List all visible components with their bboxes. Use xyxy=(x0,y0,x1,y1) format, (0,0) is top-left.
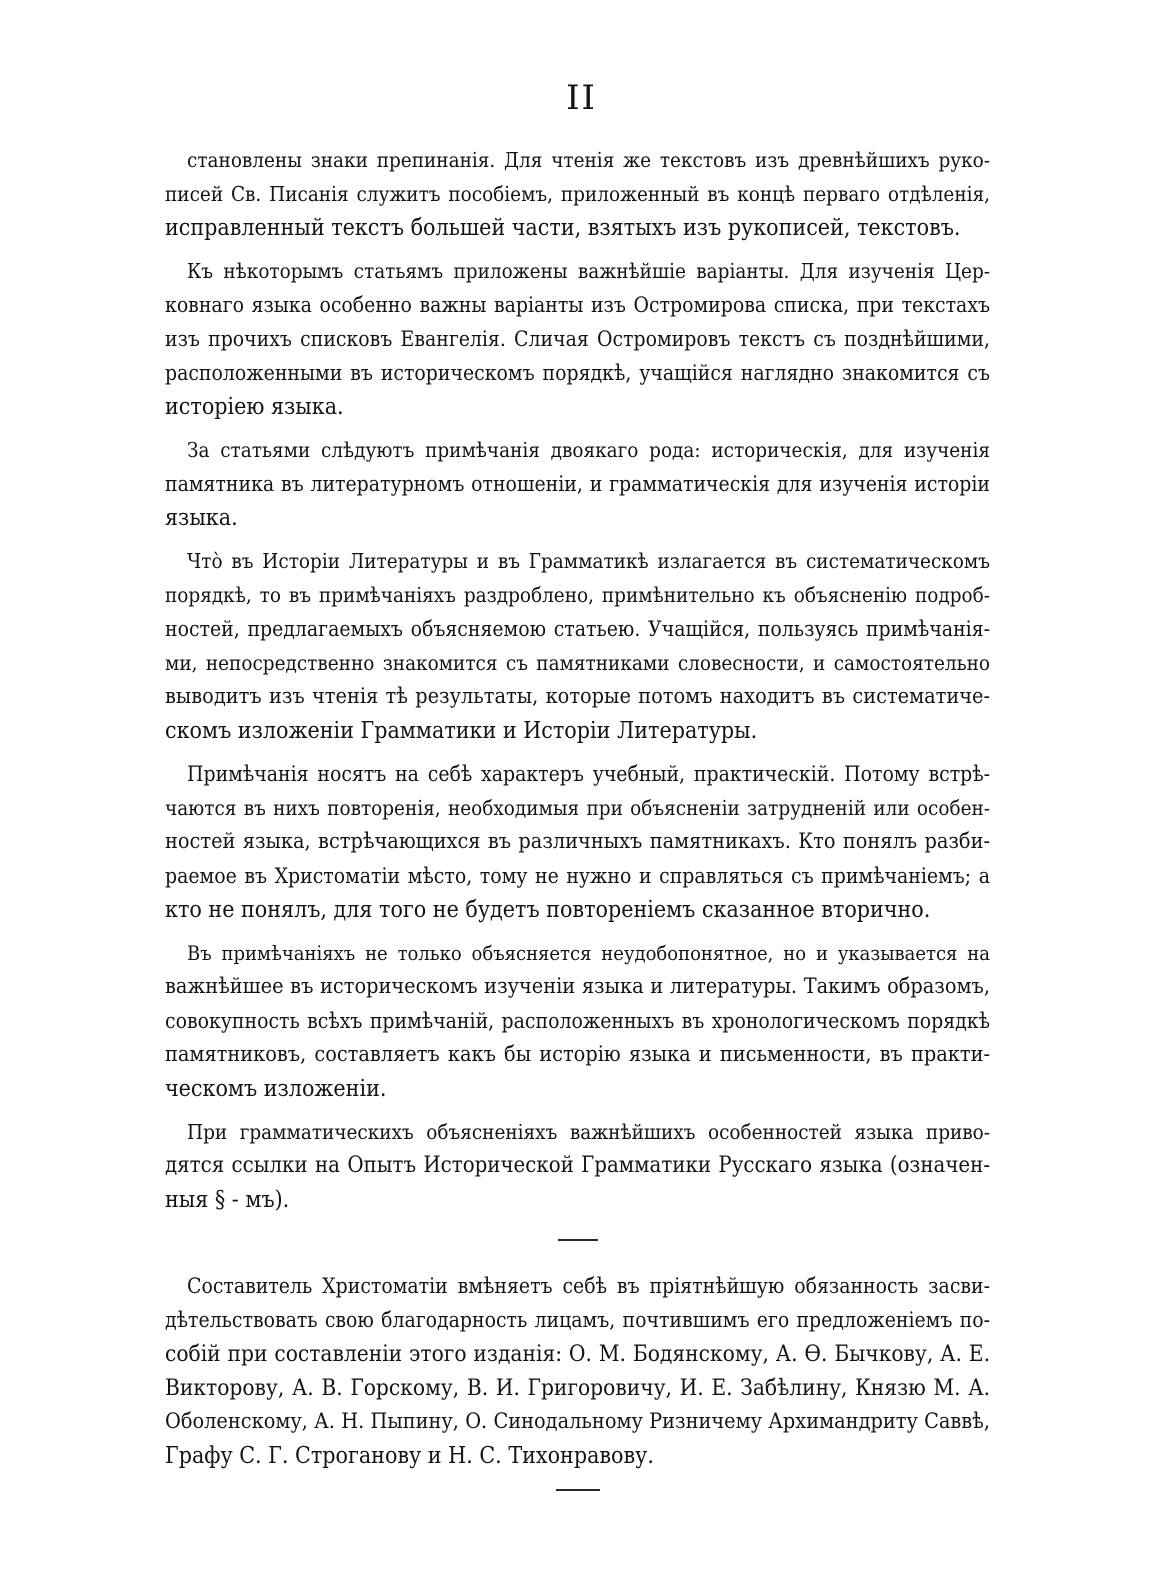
text-line: изъ прочихъ списковъ Евангелія. Сличая Остромировъ текстъ съ позднѣйшими, xyxy=(165,327,990,351)
paragraph xyxy=(165,936,990,1106)
text-line: писей Св. Писанія служитъ пособіемъ, приложенный въ концѣ перваго отдѣленія, xyxy=(165,182,990,206)
paragraph xyxy=(165,757,990,927)
paragraph xyxy=(165,544,990,748)
text-line: Въ примѣчаніяхъ не только объясняется неудобопонятное, но и указывается на xyxy=(187,941,990,965)
paragraph xyxy=(165,254,990,424)
text-line: ческомъ изложеніи. xyxy=(165,1076,387,1102)
paragraph xyxy=(165,143,990,245)
text-line: выводитъ изъ чтенія тѣ результаты, которые потомъ находитъ въ систематиче- xyxy=(165,684,990,709)
text-line: ностей, предлагаемыхъ объясняемою статьею. Учащійся, пользуясь примѣчанія- xyxy=(165,617,990,641)
paragraph xyxy=(165,433,990,535)
text-line: совокупность всѣхъ примѣчаній, расположенныхъ въ хронологическомъ порядкѣ xyxy=(165,1009,990,1033)
text-line: ковнаго языка особенно важны варіанты изъ Остромирова списка, при текстахъ xyxy=(165,293,990,317)
text-line: При грамматическихъ объясненіяхъ важнѣйшихъ особенностей языка приво- xyxy=(187,1120,990,1144)
text-line: Оболенскому, А. Н. Пыпину, О. Синодальному Ризничему Архимандриту Саввѣ, xyxy=(165,1409,990,1434)
text-line: За статьями слѣдуютъ примѣчанія двоякаго рода: историческія, для изученія xyxy=(187,438,990,462)
text-line: порядкѣ, то въ примѣчаніяхъ раздроблено, примѣнительно къ объясненію подроб- xyxy=(165,583,990,607)
text-line: дятся ссылки на Опытъ Исторической Грамматики Русскаго языка (означен- xyxy=(165,1153,990,1178)
text-line: языка. xyxy=(165,505,238,531)
text-line: ныя § - мъ). xyxy=(165,1187,290,1213)
text-line: Примѣчанія носятъ на себѣ характеръ учебный, практическій. Потому встрѣ- xyxy=(187,762,990,786)
text-line: скомъ изложеніи Грамматики и Исторіи Литературы. xyxy=(165,718,758,744)
text-line: исторіею языка. xyxy=(165,394,344,420)
text-line: дѣтельствовать свою благодарность лицамъ, почтившимъ его предложеніемъ по- xyxy=(165,1308,990,1332)
text-line: расположенными въ историческомъ порядкѣ, учащійся наглядно знакомится съ xyxy=(165,361,990,385)
text-line: ностей языка, встрѣчающихся въ различныхъ памятникахъ. Кто понялъ разби- xyxy=(165,829,990,854)
text-line: становлены знаки препинанія. Для чтенія же текстовъ изъ древнѣйшихъ руко- xyxy=(187,148,990,172)
text-line: Что̀ въ Исторіи Литературы и въ Грамматикѣ излагается въ систематическомъ xyxy=(187,549,990,573)
section-divider xyxy=(558,1239,598,1241)
end-divider xyxy=(556,1489,600,1491)
text-line: Составитель Христоматіи вмѣняетъ себѣ въ пріятнѣйшую обязанность засви- xyxy=(187,1274,990,1298)
text-line: Къ нѣкоторымъ статьямъ приложены важнѣйшіе варіанты. Для изученія Цер- xyxy=(187,259,990,283)
text-line: исправленный текстъ большей части, взятыхъ изъ рукописей, текстовъ. xyxy=(165,215,961,241)
text-line: раемое въ Христоматіи мѣсто, тому не нужно и справляться съ примѣчаніемъ; а xyxy=(165,864,990,888)
text-line: Викторову, А. В. Горскому, В. И. Григоровичу, И. Е. Забѣлину, Князю М. А. xyxy=(165,1375,990,1401)
text-line: кто не понялъ, для того не будетъ повтореніемъ сказанное вторично. xyxy=(165,897,931,923)
text-line: памятниковъ, составляетъ какъ бы исторію языка и письменности, въ практи- xyxy=(165,1042,990,1067)
text-line: памятника въ литературномъ отношеніи, и грамматическія для изученія исторіи xyxy=(165,472,990,496)
page-body xyxy=(165,143,990,1491)
paragraph xyxy=(165,1115,990,1217)
text-line: важнѣйшее въ историческомъ изученіи языка и литературы. Такимъ образомъ, xyxy=(165,974,990,999)
page-number: II xyxy=(566,78,597,118)
text-line: чаются въ нихъ повторенія, необходимыя при объясненіи затрудненій или особен- xyxy=(165,796,990,820)
acknowledgment-paragraph xyxy=(165,1269,990,1473)
text-line: собій при составленіи этого изданія: О. М. Бодянскому, А. Ѳ. Бычкову, А. Е. xyxy=(165,1341,990,1367)
text-line: Графу С. Г. Строганову и Н. С. Тихонравову. xyxy=(165,1443,654,1469)
text-line: ми, непосредственно знакомится съ памятниками словесности, и самостоятельно xyxy=(165,651,990,675)
